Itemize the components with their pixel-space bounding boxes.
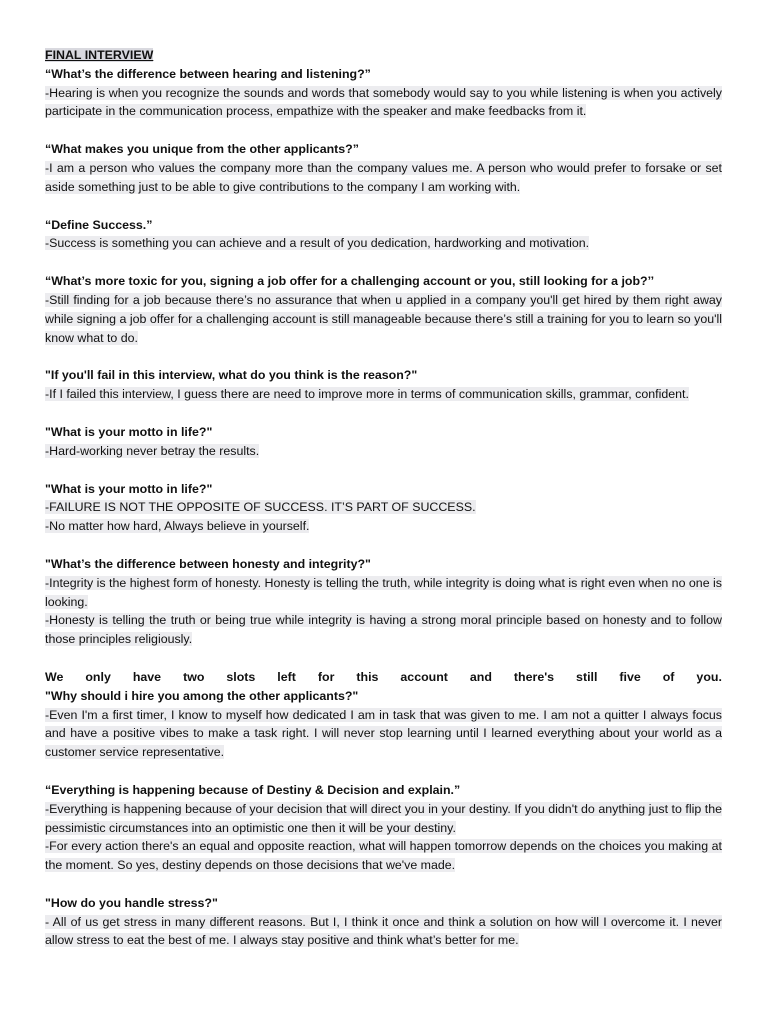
lead-word: you. xyxy=(696,669,722,684)
answer-text: -Honesty is telling the truth or being true while integrity is having a strong moral principle based on honesty and to follow those principles religiously. xyxy=(45,613,722,647)
answer-text: -For every action there's an equal and opposite reaction, what will happen tomorrow depends on the choices you making at the moment. So yes, destiny depends on those decisions that we've made. xyxy=(45,839,722,873)
question-text: "If you'll fail in this interview, what do you think is the reason?" xyxy=(45,368,418,383)
lead-word: and xyxy=(469,669,492,684)
question-text: "What is your motto in life?" xyxy=(45,424,213,439)
lead-word: there's xyxy=(513,669,555,684)
question-text: “Define Success.” xyxy=(45,217,153,232)
lead-word: for xyxy=(317,669,335,684)
lead-word: slots xyxy=(226,669,256,684)
question-text: "Why should i hire you among the other applicants?" xyxy=(45,688,359,703)
qa-block xyxy=(45,894,722,950)
answer-text: -Integrity is the highest form of honesty. Honesty is telling the truth, while integrity is doing what is right even when no one is looking. xyxy=(45,575,722,609)
lead-word: two xyxy=(183,669,205,684)
qa-block xyxy=(45,555,722,649)
question-text: "How do you handle stress?" xyxy=(45,895,218,910)
question-text: "What’s the difference between honesty and integrity?" xyxy=(45,556,371,571)
answer-text: - All of us get stress in many different reasons. But I, I think it once and think a solution on how will I overcome it. I never allow stress to eat the best of me. I always stay positive and think what’s better for me. xyxy=(45,914,722,948)
qa-block xyxy=(45,366,722,404)
lead-word: of xyxy=(662,669,675,684)
qa-block xyxy=(45,781,722,875)
answer-text: -Hard-working never betray the results. xyxy=(45,443,260,458)
lead-word: left xyxy=(277,669,296,684)
answer-text: -Hearing is when you recognize the sounds and words that somebody would say to you while listening is when you actively participate in the communication process, empathize with the speaker and make feedbacks from it. xyxy=(45,85,722,119)
answer-text: -Success is something you can achieve and a result of you dedication, hardworking and motivation. xyxy=(45,236,590,251)
lead-word: only xyxy=(85,669,111,684)
qa-block xyxy=(45,140,722,196)
qa-block xyxy=(45,216,722,254)
answer-text: -Still finding for a job because there’s no assurance that when u applied in a company you'll get hired by them right away while signing a job offer for a challenging account is still manageable because there’s still a training for you to learn so you'll know what to do. xyxy=(45,292,722,345)
answer-text: -Even I'm a first timer, I know to myself how dedicated I am in task that was given to me. I am not a quitter I always focus and have a positive vibes to make a task right. I will never stop learning until I learned everything about your world as a customer service representative. xyxy=(45,707,722,760)
lead-word: account xyxy=(400,669,448,684)
document-title: FINAL INTERVIEW xyxy=(45,48,154,62)
answer-text: -Everything is happening because of your decision that will direct you in your destiny. If you didn't do anything just to flip the pessimistic circumstances into an optimistic one then it will be your destiny. xyxy=(45,801,722,835)
lead-word: have xyxy=(132,669,162,684)
question-text: “Everything is happening because of Destiny & Decision and explain.” xyxy=(45,782,461,797)
qa-block xyxy=(45,423,722,461)
lead-word: We xyxy=(45,669,64,684)
answer-text: -FAILURE IS NOT THE OPPOSITE OF SUCCESS. IT’S PART OF SUCCESS. xyxy=(45,500,476,515)
qa-block xyxy=(45,687,722,762)
question-text: "What is your motto in life?" xyxy=(45,481,213,496)
qa-block xyxy=(45,272,722,347)
document-page xyxy=(45,46,722,969)
question-text: “What’s the difference between hearing and listening?” xyxy=(45,66,371,81)
question-text: “What makes you unique from the other applicants?” xyxy=(45,142,359,157)
lead-word: still xyxy=(576,669,598,684)
slots-lead-text xyxy=(45,668,722,687)
lead-word: five xyxy=(619,669,641,684)
lead-word: this xyxy=(356,669,379,684)
question-text: “What’s more toxic for you, signing a job offer for a challenging account or you, still looking for a job?’’ xyxy=(45,274,655,289)
answer-text: -No matter how hard, Always believe in yourself. xyxy=(45,519,310,534)
qa-block xyxy=(45,65,722,121)
answer-text: -If I failed this interview, I guess there are need to improve more in terms of communication skills, grammar, confident. xyxy=(45,387,689,402)
answer-text: -I am a person who values the company more than the company values me. A person who would prefer to forsake or set aside something just to be able to give contributions to the company I am working with. xyxy=(45,160,722,194)
qa-block xyxy=(45,480,722,536)
